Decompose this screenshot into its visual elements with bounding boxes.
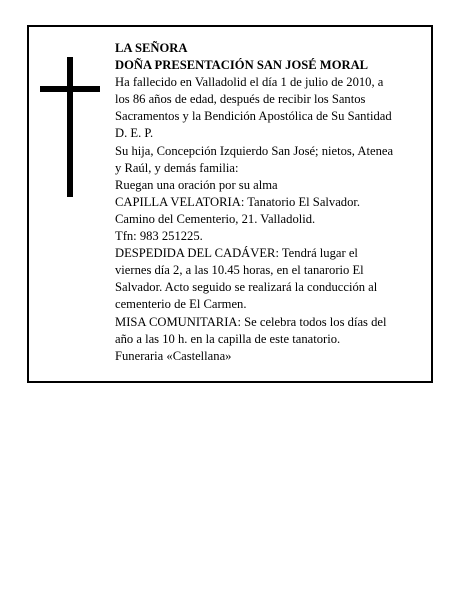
phone-line: Tfn: 983 251225.	[115, 229, 203, 244]
notice-line: Ruegan una oración por su alma	[115, 177, 278, 192]
notice-line: Salvador. Acto seguido se realizará la conducción al	[115, 280, 378, 295]
notice-line: cementerio de El Carmen.	[115, 297, 247, 312]
notice-line: Sacramentos y la Bendición Apostólica de Su Santidad	[115, 109, 392, 124]
cross-vertical-bar	[67, 57, 73, 197]
notice-text	[115, 40, 425, 365]
notice-line: los 86 años de edad, después de recibir los Santos	[115, 92, 366, 107]
notice-line: viernes día 2, a las 10.45 horas, en el tanarorio El	[115, 263, 364, 278]
notice-heading: LA SEÑORA	[115, 41, 188, 55]
chapel-line: CAPILLA VELATORIA: Tanatorio El Salvador.	[115, 194, 361, 209]
obituary-notice	[27, 25, 433, 383]
address-line: Camino del Cementerio, 21. Valladolid.	[115, 211, 316, 226]
notice-line: Su hija, Concepción Izquierdo San José; nietos, Atenea	[115, 143, 394, 158]
deceased-name: DOÑA PRESENTACIÓN SAN JOSÉ MORAL	[115, 58, 369, 73]
cross-horizontal-bar	[40, 86, 100, 92]
notice-line: y Raúl, y demás familia:	[115, 160, 239, 175]
notice-line: Ha fallecido en Valladolid el día 1 de julio de 2010, a	[115, 75, 384, 90]
farewell-line: DESPEDIDA DEL CADÁVER: Tendrá lugar el	[115, 246, 358, 261]
notice-line: año a las 10 h. en la capilla de este tanatorio.	[115, 331, 341, 346]
mass-line: MISA COMUNITARIA: Se celebra todos los días del	[115, 314, 387, 329]
rip-line: D. E. P.	[115, 126, 154, 141]
funeral-home-line: Funeraria «Castellana»	[115, 348, 232, 363]
